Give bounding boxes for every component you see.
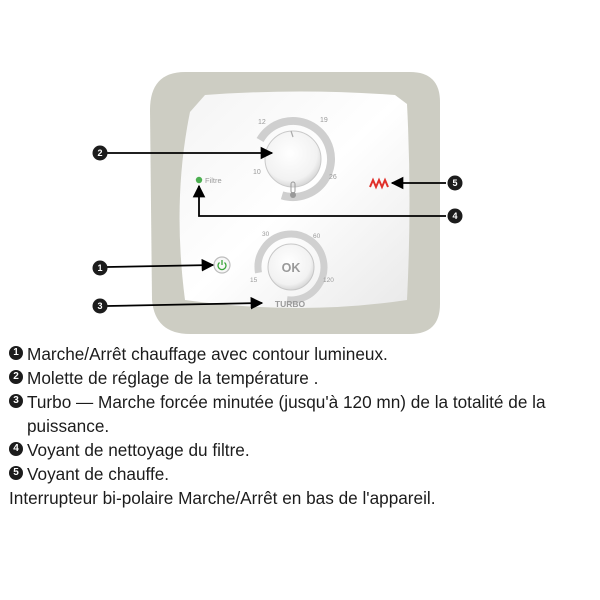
filter-led (196, 177, 202, 183)
callout-badge-5 (448, 176, 463, 191)
power-button[interactable] (214, 257, 230, 273)
legend-text-2: Molette de réglage de la température . (27, 368, 319, 388)
legend-text-5: Voyant de chauffe. (27, 464, 170, 484)
legend-note: Interrupteur bi-polaire Marche/Arrêt en bas de l'appareil. (9, 488, 436, 508)
legend-number-5: 5 (9, 466, 23, 480)
legend (9, 342, 594, 510)
legend-text-4: Voyant de nettoyage du filtre. (27, 440, 250, 460)
legend-text-1: Marche/Arrêt chauffage avec contour lumineux. (27, 344, 388, 364)
callout-number-2: 2 (97, 148, 103, 158)
callout-badge-1 (93, 261, 108, 276)
turbo-label: TURBO (274, 299, 306, 309)
callout-badge-2 (93, 146, 108, 161)
temperature-tick-19: 19 (320, 117, 328, 124)
legend-number-4: 4 (9, 442, 23, 456)
temperature-tick-26: 26 (329, 174, 337, 181)
callout-badge-4 (448, 209, 463, 224)
turbo-tick-120: 120 (323, 277, 334, 284)
turbo-tick-15: 15 (250, 277, 258, 284)
turbo-tick-30: 30 (262, 231, 270, 238)
legend-number-1: 1 (9, 346, 23, 360)
callout-number-3: 3 (97, 301, 103, 311)
turbo-tick-60: 60 (313, 233, 321, 240)
legend-item-2 (9, 366, 594, 390)
legend-item-3 (9, 390, 594, 438)
legend-number-3: 3 (9, 394, 23, 408)
legend-text-3: Turbo — Marche forcée minutée (jusqu'à 120 mn) de la totalité de la puissance. (27, 392, 546, 436)
turbo-center-label: OK (281, 261, 301, 275)
temperature-dial-knob (265, 131, 321, 187)
legend-item-5 (9, 462, 594, 486)
legend-item-4 (9, 438, 594, 462)
callout-number-4: 4 (452, 211, 458, 221)
callout-number-5: 5 (452, 178, 458, 188)
filter-label: Filtre (205, 176, 222, 185)
callout-badge-3 (93, 299, 108, 314)
temperature-tick-10: 10 (253, 169, 261, 176)
temperature-tick-12: 12 (258, 119, 266, 126)
callout-number-1: 1 (97, 263, 103, 273)
legend-item-1 (9, 342, 594, 366)
legend-number-2: 2 (9, 370, 23, 384)
